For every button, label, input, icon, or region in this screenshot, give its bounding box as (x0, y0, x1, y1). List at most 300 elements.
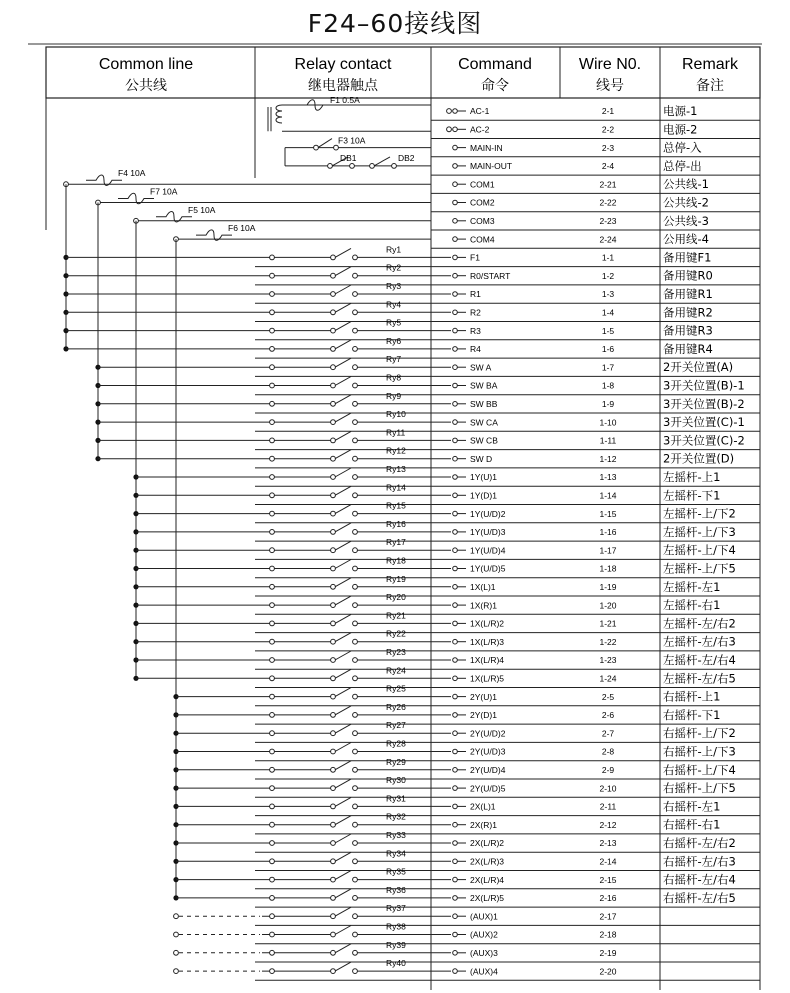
command-terminal (453, 951, 458, 956)
f3-switch-contact-b (334, 145, 339, 150)
relay-switch-blade (335, 303, 351, 312)
relay-switch-contact-a (331, 255, 336, 260)
relay-switch-blade (335, 578, 351, 587)
relay-terminal (270, 383, 275, 388)
wire-number: 1-24 (599, 673, 617, 684)
db2-switch-contact-a (370, 164, 375, 169)
relay-switch-contact-a (331, 420, 336, 425)
relay-switch-contact-a (331, 822, 336, 827)
relay-switch-contact-b (353, 493, 358, 498)
relay-switch-contact-a (331, 658, 336, 663)
command-terminal (453, 328, 458, 333)
command-label: R3 (470, 325, 481, 336)
relay-switch-contact-a (331, 511, 336, 516)
relay-label: Ry8 (386, 372, 402, 383)
relay-terminal (270, 896, 275, 901)
relay-switch-blade (335, 358, 351, 367)
relay-switch-contact-b (353, 786, 358, 791)
relay-terminal (270, 511, 275, 516)
command-terminal (453, 456, 458, 461)
command-terminal (453, 127, 458, 132)
table-row (431, 104, 760, 120)
relay-terminal (270, 694, 275, 699)
relay-switch-blade (335, 852, 351, 861)
command-terminal (453, 273, 458, 278)
f3-label: F3 10A (338, 135, 366, 146)
command-terminal (453, 914, 458, 919)
command-terminal (453, 932, 458, 937)
relay-terminal (270, 365, 275, 370)
command-terminal (453, 713, 458, 718)
relay-label: Ry23 (386, 647, 406, 657)
ac2-terminal (447, 127, 452, 132)
command-label: 2Y(U)1 (470, 691, 497, 702)
relay-switch-contact-a (331, 694, 336, 699)
relay-switch-contact-a (331, 731, 336, 736)
relay-switch-contact-a (331, 456, 336, 461)
relay-switch-contact-a (331, 914, 336, 919)
relay-label: Ry15 (386, 500, 406, 511)
relay-switch-blade (335, 596, 351, 605)
wire-number: 1-19 (599, 582, 617, 592)
command-label: 1X(L/R)4 (470, 655, 505, 666)
relay-switch-contact-a (331, 859, 336, 864)
wire-number: 1-10 (599, 417, 617, 428)
header-relay-contact-zh: 继电器触点 (308, 78, 378, 94)
command-terminal (453, 145, 458, 150)
relay-label: Ry13 (386, 464, 406, 474)
command-label: AC-2 (470, 124, 490, 135)
command-label: 1Y(U)1 (470, 472, 497, 483)
wire-number: 2-22 (599, 197, 617, 208)
remark-label: 左摇杆-左1 (663, 579, 721, 594)
relay-switch-contact-a (331, 438, 336, 443)
relay-label: Ry37 (386, 903, 406, 914)
relay-switch-blade (335, 505, 351, 514)
command-label: 1Y(U/D)2 (470, 508, 506, 519)
f4-label: F4 10A (118, 168, 146, 179)
relay-terminal (270, 786, 275, 791)
relay-terminal (270, 859, 275, 864)
wire-number: 2-6 (601, 710, 615, 721)
relay-switch-contact-a (331, 365, 336, 370)
rows-layer (255, 104, 760, 980)
relay-terminal (270, 292, 275, 297)
command-terminal (453, 511, 458, 516)
f6-label: F6 10A (228, 223, 256, 234)
relay-switch-blade (335, 688, 351, 697)
header-command-zh: 命令 (481, 78, 509, 94)
relay-terminal (270, 438, 275, 443)
command-terminal (453, 219, 458, 224)
relay-switch-blade (335, 797, 351, 806)
remark-label: 备用键R2 (663, 305, 713, 320)
wire-number: 2-10 (599, 783, 617, 794)
remark-label: 左摇杆-下1 (663, 488, 721, 503)
relay-switch-blade (335, 889, 351, 898)
command-label: 2X(L/R)3 (470, 856, 505, 867)
relay-switch-contact-b (353, 548, 358, 553)
command-terminal (453, 292, 458, 297)
wire-number: 1-6 (601, 344, 615, 355)
relay-label: Ry22 (386, 628, 406, 639)
command-label: R1 (470, 289, 481, 300)
command-terminal (453, 566, 458, 571)
relay-label: Ry12 (386, 445, 406, 456)
remark-label: 右摇杆-左/右3 (663, 854, 736, 869)
relay-switch-contact-b (353, 456, 358, 461)
relay-switch-contact-b (353, 896, 358, 901)
remark-label: 左摇杆-左/右4 (663, 653, 736, 667)
remark-label: 右摇杆-上/下4 (663, 762, 736, 777)
relay-switch-blade (335, 962, 351, 971)
wire-number: 2-4 (601, 161, 615, 172)
command-label: 2Y(U/D)2 (470, 728, 506, 739)
relay-terminal (270, 548, 275, 553)
wire-number: 1-20 (599, 600, 617, 611)
relay-label: Ry28 (386, 738, 406, 749)
wire-number: 1-5 (601, 325, 615, 336)
relay-label: Ry3 (386, 281, 402, 291)
command-terminal (453, 530, 458, 535)
relay-switch-blade (335, 413, 351, 422)
header-common-line-zh: 公共线 (125, 78, 167, 94)
relay-label: Ry21 (386, 610, 406, 621)
command-label: SW BA (470, 380, 498, 391)
command-terminal (453, 841, 458, 846)
command-label: 2X(L/R)5 (470, 893, 505, 904)
f7-label: F7 10A (150, 186, 178, 197)
relay-label: Ry7 (386, 354, 402, 365)
command-terminal (453, 164, 458, 169)
command-label: 2Y(D)1 (470, 710, 497, 721)
relay-switch-blade (335, 724, 351, 733)
relay-label: Ry11 (386, 427, 406, 438)
command-label: SW BB (470, 399, 498, 409)
table-row (431, 232, 760, 248)
wire-number: 2-20 (599, 966, 617, 977)
wire-number: 1-7 (601, 362, 615, 373)
relay-terminal (270, 969, 275, 974)
command-label: 2Y(U/D)5 (470, 783, 506, 794)
relay-label: Ry4 (386, 299, 402, 310)
relay-switch-contact-a (331, 713, 336, 718)
relay-label: Ry10 (386, 409, 406, 420)
wire-number: 2-18 (599, 929, 617, 940)
command-label: 1X(L/R)3 (470, 636, 505, 647)
command-terminal (453, 731, 458, 736)
wire-number: 2-19 (599, 948, 617, 958)
db1-switch-contact-b (350, 164, 355, 169)
relay-switch-blade (335, 468, 351, 477)
wire-number: 1-22 (599, 636, 617, 647)
relay-switch-blade (335, 541, 351, 550)
relay-terminal (270, 566, 275, 571)
command-label: R0/START (470, 270, 511, 281)
remark-label: 3开关位置(C)-1 (663, 415, 745, 430)
command-label: 1Y(U/D)4 (470, 545, 506, 556)
relay-switch-blade (335, 834, 351, 843)
command-terminal (453, 402, 458, 407)
wire-number: 2-8 (601, 746, 615, 757)
relay-switch-blade (335, 761, 351, 770)
relay-switch-contact-a (331, 475, 336, 480)
relay-label: Ry5 (386, 317, 402, 328)
wire-number: 2-23 (599, 216, 617, 226)
remark-label: 备用键F1 (663, 250, 712, 265)
relay-switch-contact-a (331, 328, 336, 333)
command-label: COM3 (470, 216, 495, 226)
relay-terminal (270, 767, 275, 772)
command-terminal (453, 694, 458, 699)
relay-terminal (270, 822, 275, 827)
wire-number: 1-23 (599, 655, 617, 666)
command-terminal (453, 200, 458, 205)
header-wire-no: Wire N0. (578, 56, 642, 73)
relay-switch-blade (335, 779, 351, 788)
relay-switch-contact-a (331, 749, 336, 754)
remark-label: 右摇杆-右1 (663, 817, 721, 832)
command-terminal (453, 347, 458, 352)
table-row (431, 122, 760, 138)
relay-switch-contact-a (331, 877, 336, 882)
relay-label: Ry19 (386, 573, 406, 584)
remark-label: 右摇杆-上/下5 (663, 781, 736, 796)
relay-switch-blade (335, 633, 351, 642)
wire-number: 1-21 (599, 618, 617, 629)
relay-terminal (270, 401, 275, 406)
relay-switch-contact-b (353, 328, 358, 333)
remark-label: 备用键R0 (663, 268, 713, 283)
relay-terminal (270, 255, 275, 260)
wire-number: 2-17 (599, 911, 617, 922)
relay-switch-contact-b (353, 566, 358, 571)
remark-label: 总停-出 (663, 158, 702, 173)
relay-label: Ry17 (386, 537, 406, 548)
command-label: (AUX)3 (470, 948, 498, 958)
db2-label: DB2 (398, 152, 415, 163)
db1-switch-contact-a (328, 164, 333, 169)
wires-layer (63, 95, 451, 973)
remark-label: 2开关位置(A) (663, 360, 734, 375)
command-label: MAIN-OUT (470, 161, 513, 172)
relay-label: Ry33 (386, 830, 406, 840)
command-terminal (453, 621, 458, 626)
relay-switch-blade (335, 248, 351, 257)
relay-switch-blade (335, 431, 351, 440)
relay-switch-contact-a (331, 584, 336, 589)
remark-label: 公共线-1 (663, 177, 709, 192)
relay-label: Ry29 (386, 756, 406, 767)
relay-switch-blade (335, 651, 351, 660)
relay-label: Ry34 (386, 848, 406, 859)
relay-switch-blade (335, 322, 351, 331)
relay-switch-contact-a (331, 401, 336, 406)
relay-terminal (270, 841, 275, 846)
relay-switch-blade (335, 669, 351, 678)
relay-switch-contact-b (353, 255, 358, 260)
relay-label: Ry14 (386, 482, 406, 493)
relay-switch-contact-a (331, 969, 336, 974)
relay-label: Ry18 (386, 555, 406, 566)
relay-switch-blade (335, 523, 351, 532)
relay-terminal (270, 456, 275, 461)
relay-switch-contact-b (353, 511, 358, 516)
command-terminal (453, 877, 458, 882)
remark-label: 右摇杆-左1 (663, 799, 721, 814)
relay-switch-contact-b (353, 658, 358, 663)
relay-switch-contact-b (353, 859, 358, 864)
wire-number: 1-17 (599, 545, 617, 556)
command-terminal (453, 109, 458, 114)
relay-switch-contact-a (331, 310, 336, 315)
command-terminal (453, 786, 458, 791)
relay-switch-blade (335, 560, 351, 569)
relay-label: Ry38 (386, 921, 406, 932)
transformer-coil (276, 105, 282, 123)
command-label: SW CA (470, 417, 498, 428)
wire-number: 1-13 (599, 472, 617, 483)
wire-number: 1-9 (601, 399, 615, 409)
command-terminal (453, 658, 458, 663)
wire-number: 1-12 (599, 453, 617, 464)
remark-label: 左摇杆-上/下3 (663, 524, 736, 539)
table-row (255, 930, 760, 944)
command-label: 2Y(U/D)3 (470, 746, 506, 757)
wire-number: 1-14 (599, 490, 617, 501)
command-label: (AUX)2 (470, 929, 498, 940)
relay-switch-contact-b (353, 584, 358, 589)
remark-label: 电源-2 (663, 122, 698, 137)
command-terminal (453, 420, 458, 425)
relay-switch-contact-a (331, 841, 336, 846)
f1-label: F1 0.5A (330, 95, 360, 105)
wire-number: 1-2 (601, 270, 615, 281)
command-label: COM2 (470, 197, 495, 208)
relay-switch-contact-b (353, 273, 358, 278)
relay-label: Ry30 (386, 775, 406, 786)
relay-label: Ry1 (386, 244, 402, 255)
wire-number: 1-3 (601, 289, 615, 300)
relay-terminal (270, 420, 275, 425)
command-terminal (453, 639, 458, 644)
wire-number: 1-18 (599, 563, 617, 574)
remark-label: 3开关位置(B)-2 (663, 396, 745, 411)
page-title: F24–60接线图 (307, 9, 483, 38)
table-row (431, 177, 760, 193)
relay-switch-contact-b (353, 475, 358, 480)
command-terminal (453, 585, 458, 590)
relay-switch-contact-a (331, 292, 336, 297)
relay-switch-contact-b (353, 749, 358, 754)
relay-switch-blade (335, 377, 351, 386)
command-terminal (453, 548, 458, 553)
relay-switch-contact-a (331, 383, 336, 388)
f3-switch-blade (318, 139, 332, 148)
header-command: Command (458, 56, 532, 73)
header-relay-contact: Relay contact (294, 56, 392, 73)
command-label: AC-1 (470, 106, 490, 117)
command-label: 1Y(U/D)5 (470, 563, 506, 574)
wire-number: 2-14 (599, 856, 617, 867)
remark-label: 左摇杆-左/右5 (663, 671, 736, 686)
relay-switch-contact-a (331, 493, 336, 498)
relay-switch-contact-b (353, 621, 358, 626)
wire-number: 2-9 (601, 765, 615, 775)
command-label: 1Y(D)1 (470, 490, 497, 501)
relay-switch-contact-b (353, 292, 358, 297)
command-terminal (453, 383, 458, 388)
remark-label: 右摇杆-上1 (663, 689, 721, 704)
relay-terminal (270, 347, 275, 352)
relay-label: Ry39 (386, 939, 406, 950)
wire-number: 2-16 (599, 893, 617, 904)
db2-switch-blade (374, 157, 390, 166)
header-remark-zh: 备注 (696, 78, 724, 94)
command-label: 2X(R)1 (470, 819, 497, 830)
command-label: (AUX)4 (470, 966, 498, 977)
relay-switch-contact-b (353, 530, 358, 535)
wire-number: 2-11 (599, 801, 617, 812)
relay-switch-contact-b (353, 804, 358, 809)
relay-switch-contact-a (331, 950, 336, 955)
remark-label: 3开关位置(C)-2 (663, 433, 745, 448)
relay-switch-contact-b (353, 639, 358, 644)
command-terminal (453, 768, 458, 773)
relay-switch-blade (335, 816, 351, 825)
command-label: SW D (470, 453, 493, 464)
relay-label: Ry27 (386, 720, 406, 731)
remark-label: 右摇杆-左/右4 (663, 872, 736, 887)
relay-label: Ry31 (386, 793, 406, 804)
remark-label: 左摇杆-上1 (663, 470, 721, 484)
remark-label: 备用键R1 (663, 287, 713, 301)
relay-switch-contact-b (353, 603, 358, 608)
relay-terminal (270, 310, 275, 315)
relay-label: Ry2 (386, 262, 402, 273)
command-terminal (453, 438, 458, 443)
wire-number: 2-3 (601, 142, 615, 153)
relay-label: Ry36 (386, 884, 406, 895)
command-label: F1 (470, 252, 480, 263)
relay-terminal (270, 493, 275, 498)
relay-switch-contact-a (331, 603, 336, 608)
remark-label: 公用线-4 (663, 232, 709, 247)
command-terminal (453, 603, 458, 608)
wire-number: 2-21 (599, 179, 617, 190)
relay-switch-blade (335, 907, 351, 916)
relay-switch-contact-a (331, 273, 336, 278)
remark-label: 2开关位置(D) (663, 451, 735, 466)
relay-label: Ry9 (386, 390, 402, 401)
command-label: COM1 (470, 179, 495, 190)
command-label: SW A (470, 362, 492, 373)
command-label: 1X(R)1 (470, 600, 497, 611)
relay-switch-blade (335, 450, 351, 459)
f3-switch-contact-a (314, 145, 319, 150)
command-label: 1X(L/R)2 (470, 618, 505, 629)
relay-switch-contact-b (353, 767, 358, 772)
command-terminal (453, 822, 458, 827)
command-label: 2X(L)1 (470, 801, 496, 812)
relay-switch-contact-b (353, 950, 358, 955)
command-label: 1Y(U/D)3 (470, 527, 506, 538)
relay-switch-contact-b (353, 914, 358, 919)
remark-label: 左摇杆-左/右3 (663, 634, 736, 649)
relay-switch-contact-a (331, 548, 336, 553)
relay-switch-contact-b (353, 365, 358, 370)
command-label: 2Y(U/D)4 (470, 765, 506, 775)
